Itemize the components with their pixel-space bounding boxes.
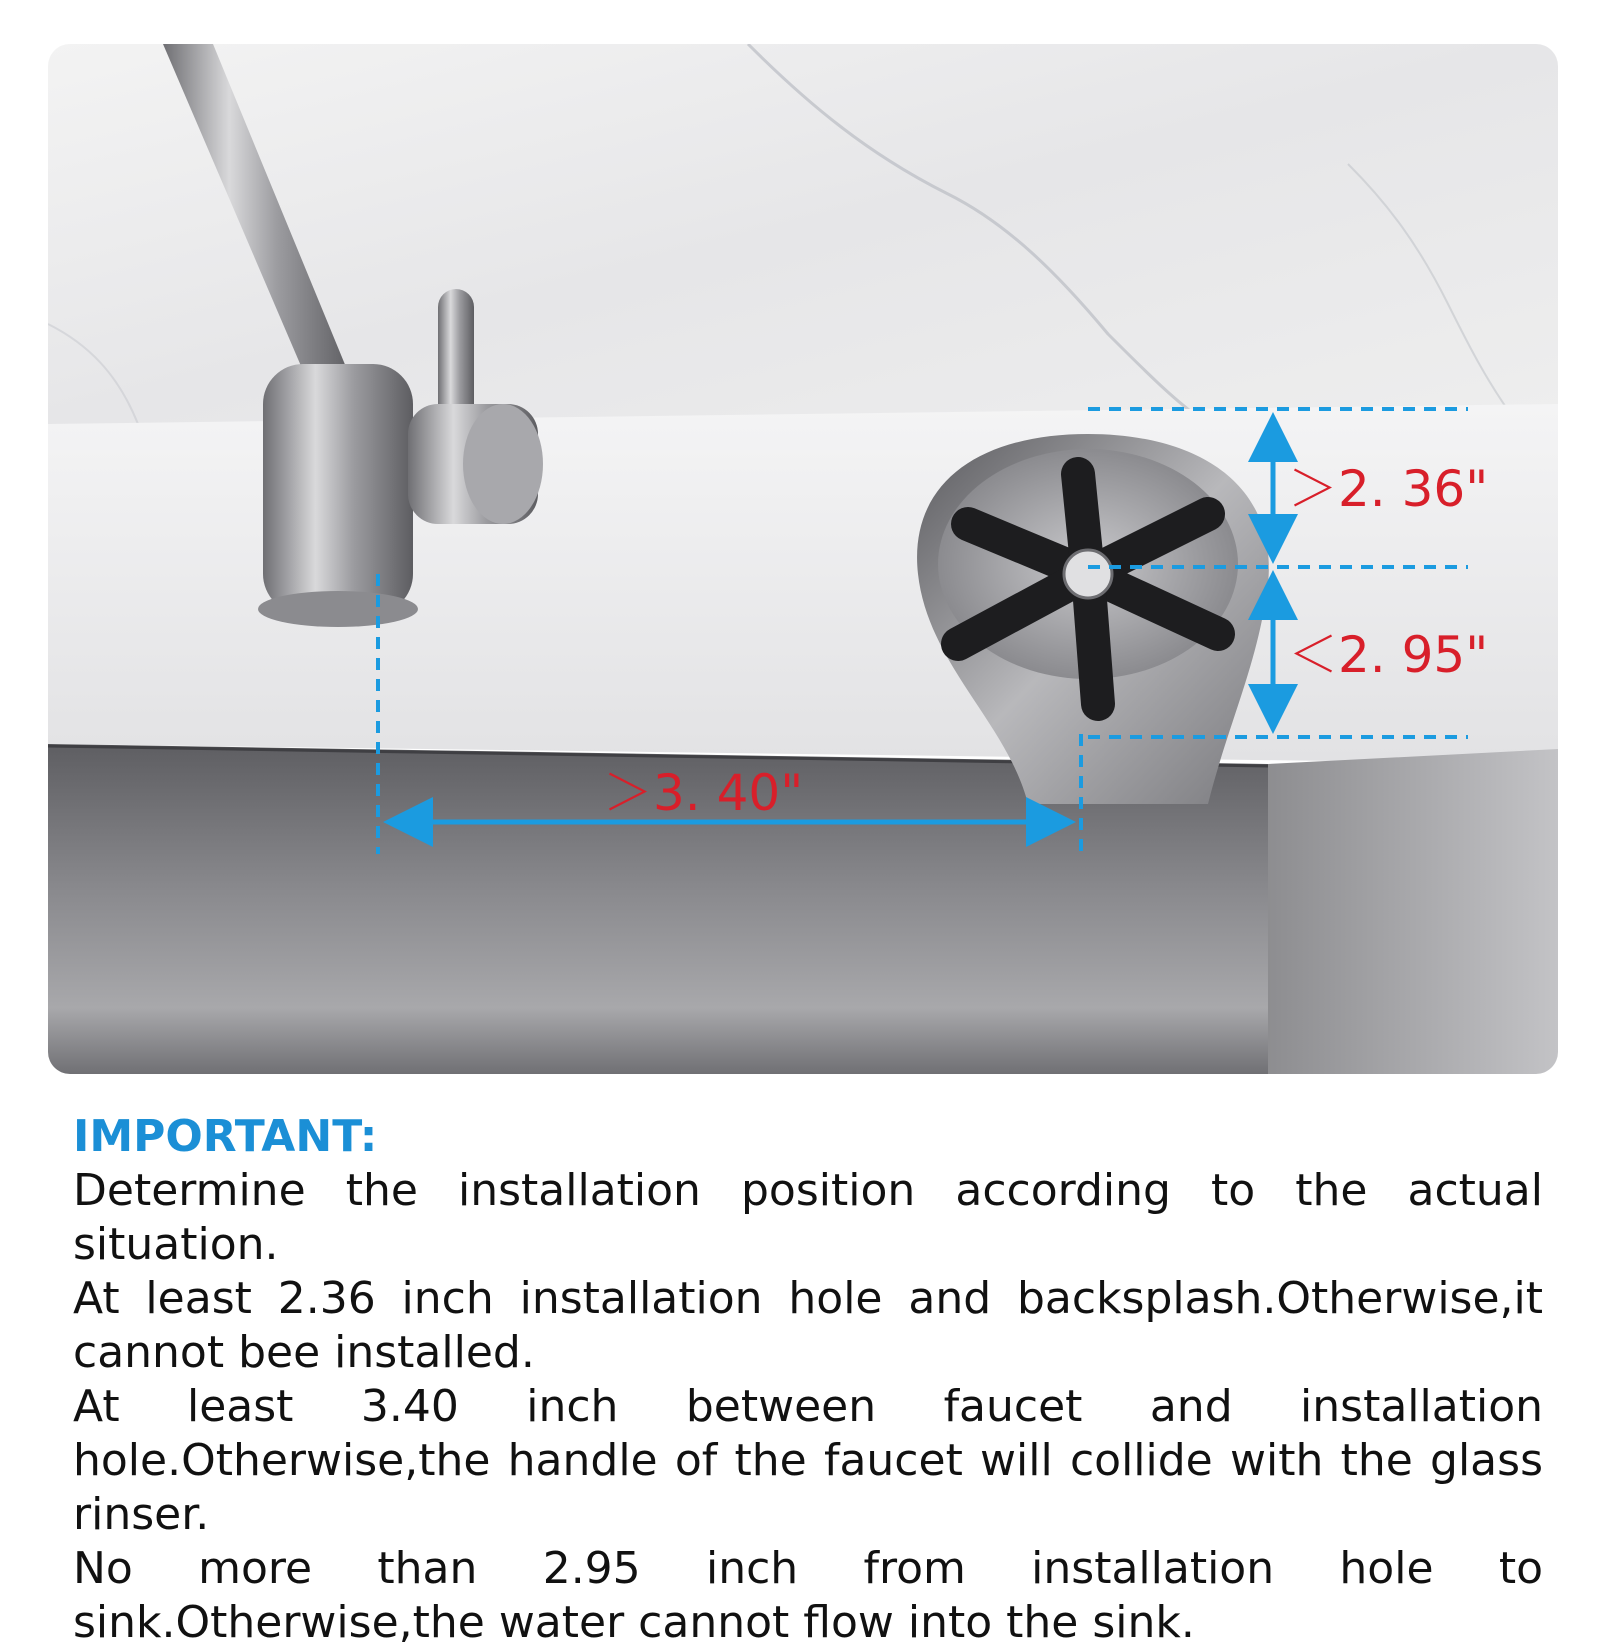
dimension-label-faucet: ＞3. 40" — [603, 764, 804, 822]
product-photo — [48, 44, 1558, 1074]
dimension-label-sink: ＜2. 95" — [1288, 626, 1489, 684]
note-line: At least 3.40 inch between faucet and installation hole.Otherwise,the handle of the faucet will collide with the glass rinser. — [73, 1381, 1543, 1540]
installation-diagram — [48, 44, 1558, 1074]
sink-side-wall — [1268, 749, 1558, 1074]
installation-notes — [73, 1110, 1543, 1650]
notes-title: IMPORTANT: — [73, 1111, 378, 1162]
dimension-label-backsplash: ＞2. 36" — [1288, 460, 1489, 518]
note-line: No more than 2.95 inch from installation hole to sink.Otherwise,the water cannot flow into the sink. — [73, 1543, 1543, 1648]
note-line: Determine the installation position according to the actual situation. — [73, 1165, 1543, 1270]
note-line: At least 2.36 inch installation hole and backsplash.Otherwise,it cannot bee installed. — [73, 1273, 1543, 1378]
